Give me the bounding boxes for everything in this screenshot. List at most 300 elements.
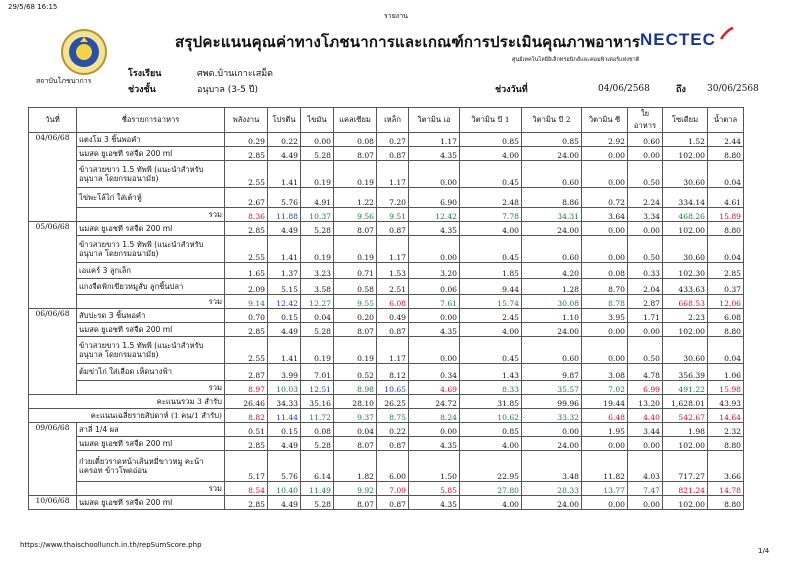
value-cell: 15.98 bbox=[708, 381, 744, 395]
value-cell: 3.66 bbox=[708, 451, 744, 482]
value-cell: 4.35 bbox=[409, 496, 460, 510]
value-cell: 0.85 bbox=[522, 133, 582, 147]
value-cell: 2.55 bbox=[225, 337, 268, 364]
value-cell: 2.87 bbox=[628, 295, 663, 309]
value-cell: 27.80 bbox=[460, 482, 522, 496]
value-cell: 30.60 bbox=[663, 161, 708, 188]
value-cell: 12.42 bbox=[268, 295, 301, 309]
value-cell: 24.00 bbox=[522, 496, 582, 510]
value-cell: 12.42 bbox=[409, 208, 460, 222]
value-cell: 4.61 bbox=[708, 188, 744, 208]
date-cell: 06/06/68 bbox=[29, 309, 77, 395]
table-row bbox=[29, 323, 744, 337]
value-cell: 468.26 bbox=[663, 208, 708, 222]
value-cell: 0.00 bbox=[628, 147, 663, 161]
value-cell: 4.49 bbox=[268, 496, 301, 510]
value-cell: 0.00 bbox=[628, 496, 663, 510]
value-cell: 2.55 bbox=[225, 161, 268, 188]
value-cell: 0.19 bbox=[301, 161, 334, 188]
value-cell: 15.89 bbox=[708, 208, 744, 222]
value-cell: 0.04 bbox=[708, 236, 744, 263]
value-cell: 4.00 bbox=[460, 323, 522, 337]
value-cell: 0.00 bbox=[409, 236, 460, 263]
value-cell: 8.97 bbox=[225, 381, 268, 395]
value-cell: 1.41 bbox=[268, 161, 301, 188]
value-cell: 4.49 bbox=[268, 437, 301, 451]
value-cell: 8.80 bbox=[708, 147, 744, 161]
school-label: โรงเรียน bbox=[128, 69, 162, 79]
column-header: วิตามิน บี 1 bbox=[460, 108, 522, 133]
daily-total-row bbox=[29, 295, 744, 309]
value-cell: 8.70 bbox=[582, 279, 628, 295]
value-cell: 10.03 bbox=[268, 381, 301, 395]
value-cell: 12.51 bbox=[301, 381, 334, 395]
value-cell: 8.07 bbox=[334, 147, 377, 161]
value-cell: 15.74 bbox=[460, 295, 522, 309]
value-cell: 491.22 bbox=[663, 381, 708, 395]
table-row bbox=[29, 188, 744, 208]
value-cell: 4.69 bbox=[409, 381, 460, 395]
nutrition-score-table bbox=[28, 107, 744, 510]
table-row bbox=[29, 309, 744, 323]
value-cell: 4.35 bbox=[409, 147, 460, 161]
value-cell: 102.30 bbox=[663, 263, 708, 279]
value-cell: 1.17 bbox=[377, 236, 409, 263]
value-cell: 668.53 bbox=[663, 295, 708, 309]
value-cell: 35.16 bbox=[301, 395, 334, 409]
report-label: รายงาน bbox=[384, 12, 408, 20]
value-cell: 0.50 bbox=[628, 161, 663, 188]
value-cell: 4.78 bbox=[628, 364, 663, 381]
date-to: 30/06/2568 bbox=[707, 84, 759, 94]
value-cell: 1.17 bbox=[409, 133, 460, 147]
value-cell: 11.82 bbox=[582, 451, 628, 482]
value-cell: 4.49 bbox=[268, 147, 301, 161]
value-cell: 0.04 bbox=[708, 161, 744, 188]
value-cell: 1.98 bbox=[663, 423, 708, 437]
value-cell: 31.85 bbox=[460, 395, 522, 409]
value-cell: 8.80 bbox=[708, 496, 744, 510]
table-row bbox=[29, 423, 744, 437]
value-cell: 2.45 bbox=[460, 309, 522, 323]
school-value: ศพด.บ้านเกาะเสม็ด bbox=[197, 69, 274, 79]
value-cell: 0.45 bbox=[460, 337, 522, 364]
nectec-caption: ศูนย์เทคโนโลยีอิเล็กทรอนิกส์และคอมพิวเตอร์แห่งชาติ bbox=[512, 57, 640, 63]
value-cell: 3.34 bbox=[628, 208, 663, 222]
value-cell: 0.22 bbox=[377, 423, 409, 437]
value-cell: 4.00 bbox=[460, 496, 522, 510]
value-cell: 43.93 bbox=[708, 395, 744, 409]
value-cell: 0.60 bbox=[522, 337, 582, 364]
value-cell: 2.92 bbox=[582, 133, 628, 147]
value-cell: 6.08 bbox=[708, 309, 744, 323]
food-name-cell: ไข่พะโล้ไก่ ใส่เต้าหู้ bbox=[77, 188, 225, 208]
value-cell: 0.19 bbox=[334, 236, 377, 263]
value-cell: 717.27 bbox=[663, 451, 708, 482]
value-cell: 24.00 bbox=[522, 323, 582, 337]
value-cell: 5.28 bbox=[301, 496, 334, 510]
value-cell: 1.82 bbox=[334, 451, 377, 482]
table-row bbox=[29, 279, 744, 295]
value-cell: 5.76 bbox=[268, 188, 301, 208]
value-cell: 1.41 bbox=[268, 337, 301, 364]
value-cell: 1.43 bbox=[460, 364, 522, 381]
value-cell: 8.33 bbox=[460, 381, 522, 395]
table-row bbox=[29, 337, 744, 364]
value-cell: 0.33 bbox=[628, 263, 663, 279]
value-cell: 0.50 bbox=[628, 337, 663, 364]
value-cell: 0.85 bbox=[460, 423, 522, 437]
value-cell: 2.55 bbox=[225, 236, 268, 263]
value-cell: 19.44 bbox=[582, 395, 628, 409]
table-header-row bbox=[29, 108, 744, 133]
value-cell: 0.00 bbox=[628, 437, 663, 451]
daily-total-row bbox=[29, 208, 744, 222]
value-cell: 0.00 bbox=[522, 423, 582, 437]
date-cell: 10/06/68 bbox=[29, 496, 77, 510]
value-cell: 0.60 bbox=[522, 236, 582, 263]
value-cell: 1.17 bbox=[377, 161, 409, 188]
value-cell: 8.82 bbox=[225, 409, 268, 423]
value-cell: 0.00 bbox=[582, 337, 628, 364]
daily-total-row bbox=[29, 381, 744, 395]
value-cell: 102.00 bbox=[663, 222, 708, 236]
value-cell: 0.85 bbox=[460, 133, 522, 147]
value-cell: 0.49 bbox=[377, 309, 409, 323]
value-cell: 8.54 bbox=[225, 482, 268, 496]
page-number: 1/4 bbox=[758, 547, 770, 555]
value-cell: 0.00 bbox=[582, 147, 628, 161]
date-from: 04/06/2568 bbox=[598, 84, 650, 94]
food-name-cell: แกงจืดฟักเขียวหมูสับ ลูกชิ้นปลา bbox=[77, 279, 225, 295]
value-cell: 6.48 bbox=[582, 409, 628, 423]
value-cell: 821.24 bbox=[663, 482, 708, 496]
value-cell: 6.08 bbox=[377, 295, 409, 309]
value-cell: 28.33 bbox=[522, 482, 582, 496]
summary-label-cell: คะแนนเฉลี่ยรายสัปดาห์ (1 คน/1 สำรับ) bbox=[29, 409, 225, 423]
food-name-cell: สาลี่ 1/4 ผล bbox=[77, 423, 225, 437]
value-cell: 10.65 bbox=[377, 381, 409, 395]
value-cell: 5.15 bbox=[268, 279, 301, 295]
value-cell: 2.04 bbox=[628, 279, 663, 295]
value-cell: 8.80 bbox=[708, 437, 744, 451]
value-cell: 10.62 bbox=[460, 409, 522, 423]
value-cell: 3.64 bbox=[582, 208, 628, 222]
value-cell: 6.99 bbox=[628, 381, 663, 395]
value-cell: 1.37 bbox=[268, 263, 301, 279]
value-cell: 9.51 bbox=[377, 208, 409, 222]
value-cell: 2.09 bbox=[225, 279, 268, 295]
institute-caption: สถาบันโภชนาการ bbox=[36, 77, 92, 85]
value-cell: 0.72 bbox=[582, 188, 628, 208]
value-cell: 542.67 bbox=[663, 409, 708, 423]
value-cell: 4.35 bbox=[409, 323, 460, 337]
value-cell: 2.51 bbox=[377, 279, 409, 295]
value-cell: 11.49 bbox=[301, 482, 334, 496]
food-name-cell: ก๋วยเตี๋ยวราดหน้าเส้นหมี่ขาวหมู คะน้า แครอท ข้าวโพดอ่อน bbox=[77, 451, 225, 482]
food-name-cell: นมสด ยูเอชที รสจืด 200 ml bbox=[77, 147, 225, 161]
value-cell: 0.19 bbox=[334, 337, 377, 364]
page-title: สรุปคะแนนคุณค่าทางโภชนาการและเกณฑ์การประเมินคุณภาพอาหาร bbox=[175, 33, 641, 51]
nectec-swoosh-icon bbox=[720, 27, 734, 41]
value-cell: 0.34 bbox=[409, 364, 460, 381]
value-cell: 1.52 bbox=[663, 133, 708, 147]
value-cell: 0.04 bbox=[334, 423, 377, 437]
nectec-wordmark: NECTEC bbox=[640, 30, 716, 49]
total-label-cell: รวม bbox=[77, 381, 225, 395]
value-cell: 356.39 bbox=[663, 364, 708, 381]
value-cell: 2.85 bbox=[225, 147, 268, 161]
value-cell: 13.20 bbox=[628, 395, 663, 409]
value-cell: 0.00 bbox=[409, 309, 460, 323]
value-cell: 0.87 bbox=[377, 147, 409, 161]
food-name-cell: นมสด ยูเอชที รสจืด 200 ml bbox=[77, 437, 225, 451]
value-cell: 3.08 bbox=[582, 364, 628, 381]
value-cell: 6.90 bbox=[409, 188, 460, 208]
value-cell: 2.87 bbox=[225, 364, 268, 381]
value-cell: 1.53 bbox=[377, 263, 409, 279]
value-cell: 34.31 bbox=[522, 208, 582, 222]
table-row bbox=[29, 222, 744, 236]
daily-total-row bbox=[29, 482, 744, 496]
value-cell: 6.00 bbox=[377, 451, 409, 482]
value-cell: 0.29 bbox=[225, 133, 268, 147]
value-cell: 1.06 bbox=[708, 364, 744, 381]
value-cell: 12.27 bbox=[301, 295, 334, 309]
table-row bbox=[29, 236, 744, 263]
date-cell: 09/06/68 bbox=[29, 423, 77, 496]
value-cell: 4.91 bbox=[301, 188, 334, 208]
food-name-cell: ข้าวสวยขาว 1.5 ทัพพี (แนะนำสำหรับอนุบาล โดยกรมอนามัย) bbox=[77, 161, 225, 188]
value-cell: 0.27 bbox=[377, 133, 409, 147]
page-url: https://www.thaischoollunch.in.th/repSumScore.php bbox=[20, 541, 202, 549]
value-cell: 9.55 bbox=[334, 295, 377, 309]
value-cell: 2.32 bbox=[708, 423, 744, 437]
date-to-label: ถึง bbox=[676, 85, 686, 95]
value-cell: 2.44 bbox=[708, 133, 744, 147]
value-cell: 11.44 bbox=[268, 409, 301, 423]
value-cell: 0.00 bbox=[582, 496, 628, 510]
value-cell: 0.00 bbox=[409, 161, 460, 188]
level-value: อนุบาล (3-5 ปี) bbox=[197, 85, 258, 95]
value-cell: 1.85 bbox=[460, 263, 522, 279]
value-cell: 28.10 bbox=[334, 395, 377, 409]
value-cell: 0.00 bbox=[582, 236, 628, 263]
value-cell: 0.00 bbox=[582, 161, 628, 188]
value-cell: 10.40 bbox=[268, 482, 301, 496]
value-cell: 8.12 bbox=[377, 364, 409, 381]
value-cell: 102.00 bbox=[663, 496, 708, 510]
value-cell: 0.52 bbox=[334, 364, 377, 381]
value-cell: 2.67 bbox=[225, 188, 268, 208]
column-header: แคลเซียม bbox=[334, 108, 377, 133]
value-cell: 0.19 bbox=[301, 236, 334, 263]
value-cell: 0.00 bbox=[628, 222, 663, 236]
value-cell: 5.28 bbox=[301, 323, 334, 337]
total-label-cell: รวม bbox=[77, 295, 225, 309]
value-cell: 30.60 bbox=[663, 236, 708, 263]
value-cell: 26.46 bbox=[225, 395, 268, 409]
value-cell: 0.71 bbox=[334, 263, 377, 279]
value-cell: 0.00 bbox=[628, 323, 663, 337]
value-cell: 9.92 bbox=[334, 482, 377, 496]
value-cell: 1.65 bbox=[225, 263, 268, 279]
value-cell: 14.78 bbox=[708, 482, 744, 496]
value-cell: 0.60 bbox=[628, 133, 663, 147]
value-cell: 33.32 bbox=[522, 409, 582, 423]
value-cell: 5.28 bbox=[301, 147, 334, 161]
value-cell: 7.02 bbox=[582, 381, 628, 395]
value-cell: 102.00 bbox=[663, 147, 708, 161]
value-cell: 0.00 bbox=[582, 437, 628, 451]
summary-label-cell: คะแนนรวม 3 สำรับ bbox=[29, 395, 225, 409]
column-header: วิตามิน บี 2 bbox=[522, 108, 582, 133]
value-cell: 0.00 bbox=[409, 337, 460, 364]
value-cell: 0.87 bbox=[377, 496, 409, 510]
value-cell: 7.09 bbox=[377, 482, 409, 496]
value-cell: 2.24 bbox=[628, 188, 663, 208]
value-cell: 2.23 bbox=[663, 309, 708, 323]
food-name-cell: สับปะรด 3 ชิ้นพอคำ bbox=[77, 309, 225, 323]
value-cell: 0.20 bbox=[334, 309, 377, 323]
value-cell: 102.00 bbox=[663, 437, 708, 451]
value-cell: 4.00 bbox=[460, 437, 522, 451]
value-cell: 3.20 bbox=[409, 263, 460, 279]
value-cell: 1.95 bbox=[582, 423, 628, 437]
column-header: โซเดียม bbox=[663, 108, 708, 133]
value-cell: 1.28 bbox=[522, 279, 582, 295]
value-cell: 5.85 bbox=[409, 482, 460, 496]
value-cell: 2.85 bbox=[708, 263, 744, 279]
value-cell: 0.08 bbox=[334, 133, 377, 147]
browser-timestamp: 29/5/68 16:15 bbox=[8, 3, 58, 11]
value-cell: 26.25 bbox=[377, 395, 409, 409]
table-row bbox=[29, 364, 744, 381]
value-cell: 0.04 bbox=[708, 337, 744, 364]
food-name-cell: ต้มข่าไก่ ใส่เลือด เห็ดนางฟ้า bbox=[77, 364, 225, 381]
value-cell: 0.87 bbox=[377, 323, 409, 337]
value-cell: 5.76 bbox=[268, 451, 301, 482]
value-cell: 0.00 bbox=[301, 133, 334, 147]
value-cell: 0.08 bbox=[301, 423, 334, 437]
value-cell: 8.75 bbox=[377, 409, 409, 423]
value-cell: 0.19 bbox=[334, 161, 377, 188]
value-cell: 5.17 bbox=[225, 451, 268, 482]
value-cell: 0.58 bbox=[334, 279, 377, 295]
column-header: วันที่ bbox=[29, 108, 77, 133]
value-cell: 7.01 bbox=[301, 364, 334, 381]
value-cell: 1.10 bbox=[522, 309, 582, 323]
value-cell: 8.80 bbox=[708, 222, 744, 236]
value-cell: 2.85 bbox=[225, 222, 268, 236]
value-cell: 24.00 bbox=[522, 437, 582, 451]
value-cell: 4.00 bbox=[460, 222, 522, 236]
value-cell: 6.14 bbox=[301, 451, 334, 482]
total-label-cell: รวม bbox=[77, 208, 225, 222]
value-cell: 0.37 bbox=[708, 279, 744, 295]
value-cell: 8.07 bbox=[334, 222, 377, 236]
value-cell: 0.87 bbox=[377, 222, 409, 236]
value-cell: 24.00 bbox=[522, 222, 582, 236]
nectec-logo bbox=[640, 30, 732, 50]
food-name-cell: นมสด ยูเอชที รสจืด 200 ml bbox=[77, 323, 225, 337]
value-cell: 3.99 bbox=[268, 364, 301, 381]
value-cell: 0.45 bbox=[460, 161, 522, 188]
value-cell: 0.00 bbox=[409, 423, 460, 437]
value-cell: 4.35 bbox=[409, 222, 460, 236]
value-cell: 3.23 bbox=[301, 263, 334, 279]
value-cell: 9.14 bbox=[225, 295, 268, 309]
date-range-label: ช่วงวันที่ bbox=[495, 85, 528, 95]
value-cell: 8.36 bbox=[225, 208, 268, 222]
value-cell: 433.63 bbox=[663, 279, 708, 295]
column-header: ชื่อรายการอาหาร bbox=[77, 108, 225, 133]
value-cell: 12.06 bbox=[708, 295, 744, 309]
value-cell: 4.20 bbox=[522, 263, 582, 279]
value-cell: 22.95 bbox=[460, 451, 522, 482]
value-cell: 0.06 bbox=[409, 279, 460, 295]
column-header: น้ำตาล bbox=[708, 108, 744, 133]
value-cell: 2.85 bbox=[225, 323, 268, 337]
value-cell: 0.00 bbox=[582, 222, 628, 236]
value-cell: 2.48 bbox=[460, 188, 522, 208]
value-cell: 1.50 bbox=[409, 451, 460, 482]
value-cell: 1,628.01 bbox=[663, 395, 708, 409]
value-cell: 8.98 bbox=[334, 381, 377, 395]
value-cell: 8.80 bbox=[708, 323, 744, 337]
value-cell: 4.49 bbox=[268, 323, 301, 337]
table-row bbox=[29, 147, 744, 161]
value-cell: 8.24 bbox=[409, 409, 460, 423]
value-cell: 3.48 bbox=[522, 451, 582, 482]
value-cell: 13.77 bbox=[582, 482, 628, 496]
value-cell: 4.03 bbox=[628, 451, 663, 482]
value-cell: 1.71 bbox=[628, 309, 663, 323]
value-cell: 102.00 bbox=[663, 323, 708, 337]
column-header: เหล็ก bbox=[377, 108, 409, 133]
value-cell: 0.60 bbox=[522, 161, 582, 188]
value-cell: 7.78 bbox=[460, 208, 522, 222]
table-row bbox=[29, 496, 744, 510]
value-cell: 1.41 bbox=[268, 236, 301, 263]
value-cell: 1.17 bbox=[377, 337, 409, 364]
value-cell: 4.49 bbox=[268, 222, 301, 236]
food-name-cell: เอแคร์ 3 ลูกเล็ก bbox=[77, 263, 225, 279]
value-cell: 4.00 bbox=[460, 147, 522, 161]
value-cell: 10.37 bbox=[301, 208, 334, 222]
value-cell: 3.44 bbox=[628, 423, 663, 437]
value-cell: 24.00 bbox=[522, 147, 582, 161]
value-cell: 4.35 bbox=[409, 437, 460, 451]
value-cell: 0.50 bbox=[628, 236, 663, 263]
column-header: ใยอาหาร bbox=[628, 108, 663, 133]
three-meal-total-row bbox=[29, 395, 744, 409]
value-cell: 0.00 bbox=[582, 323, 628, 337]
food-name-cell: ข้าวสวยขาว 1.5 ทัพพี (แนะนำสำหรับอนุบาล โดยกรมอนามัย) bbox=[77, 337, 225, 364]
value-cell: 8.86 bbox=[522, 188, 582, 208]
value-cell: 0.45 bbox=[460, 236, 522, 263]
value-cell: 9.44 bbox=[460, 279, 522, 295]
institute-logo-icon bbox=[60, 28, 108, 76]
total-label-cell: รวม bbox=[77, 482, 225, 496]
value-cell: 7.61 bbox=[409, 295, 460, 309]
value-cell: 4.40 bbox=[628, 409, 663, 423]
value-cell: 0.51 bbox=[225, 423, 268, 437]
value-cell: 8.78 bbox=[582, 295, 628, 309]
value-cell: 0.19 bbox=[301, 337, 334, 364]
value-cell: 2.85 bbox=[225, 496, 268, 510]
table-row bbox=[29, 133, 744, 147]
